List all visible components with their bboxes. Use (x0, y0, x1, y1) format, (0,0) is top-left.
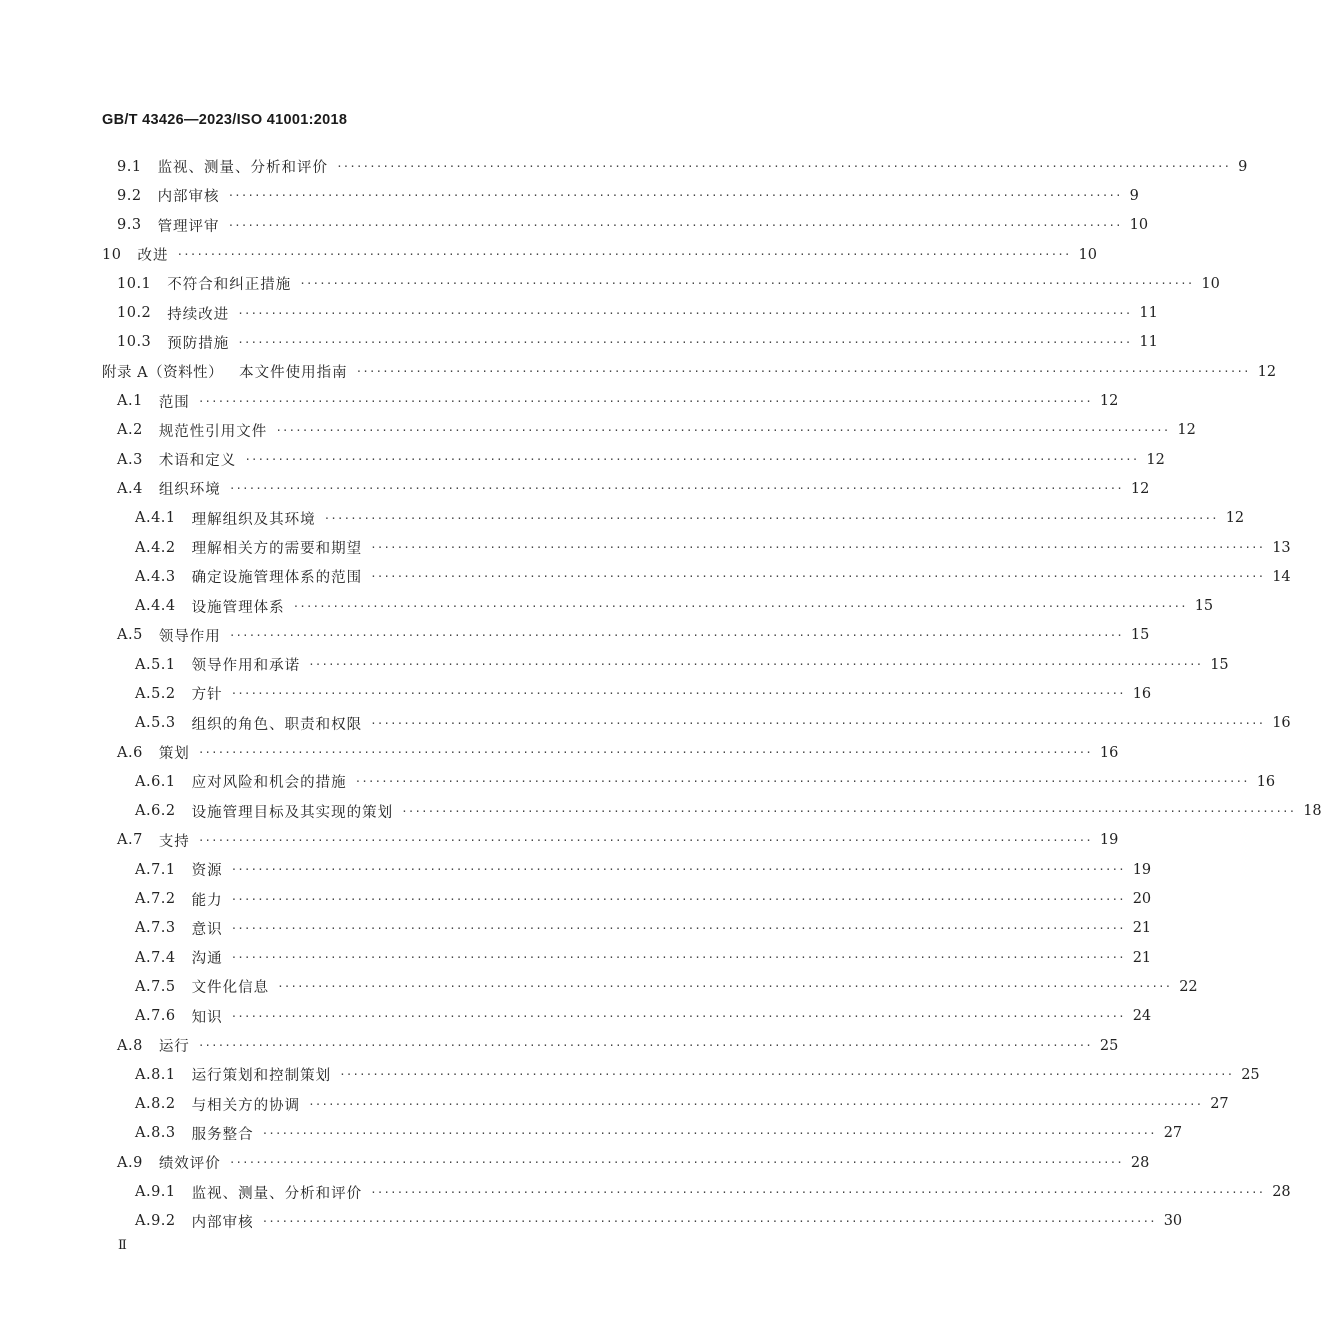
toc-entry-number: A.8 (117, 1037, 143, 1054)
toc-entry[interactable] (0, 797, 1322, 826)
dot-leader: ······································································································································· (299, 277, 1194, 291)
dot-leader: ······································································································································· (336, 160, 1231, 174)
toc-entry[interactable] (0, 1060, 1260, 1089)
toc-entry-page: 24 (1132, 1008, 1152, 1025)
toc-entry-title: 应对风险和机会的措施 (191, 775, 347, 792)
table-of-contents (0, 152, 1322, 1236)
toc-entry-title: 设施管理目标及其实现的策划 (191, 804, 394, 821)
toc-entry-number: 9.3 (117, 217, 142, 234)
dot-leader: ······································································································································· (401, 804, 1296, 818)
page-number: Ⅱ (118, 1238, 127, 1253)
toc-entry[interactable] (0, 826, 1119, 855)
toc-entry-number: 10 (102, 246, 122, 263)
toc-entry-page: 12 (1257, 363, 1277, 380)
toc-entry-title: 领导作用和承诺 (191, 658, 301, 675)
toc-entry-title: 领导作用 (158, 628, 221, 645)
toc-entry-page: 25 (1241, 1066, 1260, 1083)
dot-leader: ······································································································································· (261, 1126, 1156, 1140)
toc-entry-title: 管理评审 (157, 218, 220, 235)
dot-leader: ······································································································································· (176, 248, 1071, 262)
toc-entry-title: 支持 (158, 833, 190, 850)
dot-leader: ······································································································································· (228, 628, 1123, 642)
toc-entry-page: 12 (1146, 451, 1165, 468)
toc-entry-page: 21 (1132, 949, 1152, 966)
toc-entry-title: 方针 (191, 687, 223, 704)
dot-leader: ······································································································································· (370, 1185, 1265, 1199)
toc-entry[interactable] (0, 650, 1229, 679)
toc-entry-page: 9 (1238, 158, 1248, 175)
toc-entry-page: 15 (1130, 627, 1150, 644)
dot-leader: ······································································································································· (227, 218, 1122, 232)
toc-entry-page: 12 (1177, 422, 1196, 439)
toc-entry-page: 16 (1099, 744, 1119, 761)
toc-entry-number: A.6.2 (135, 803, 176, 820)
dot-leader: ······································································································································· (197, 394, 1092, 408)
toc-entry[interactable] (0, 474, 1150, 503)
toc-entry-number: A.8.3 (135, 1125, 176, 1142)
toc-entry-number: A.3 (117, 451, 143, 468)
toc-entry-page: 27 (1163, 1125, 1183, 1142)
toc-entry[interactable] (0, 328, 1158, 357)
toc-entry[interactable] (0, 943, 1152, 972)
dot-leader: ······································································································································· (230, 921, 1125, 935)
toc-entry[interactable] (0, 357, 1277, 386)
toc-entry-title: 知识 (191, 1009, 223, 1026)
toc-entry[interactable] (0, 591, 1214, 620)
toc-entry[interactable] (0, 386, 1119, 415)
toc-entry-number: A.5.2 (135, 685, 176, 702)
dot-leader: ······································································································································· (370, 570, 1265, 584)
toc-entry-page: 12 (1130, 480, 1150, 497)
dot-leader: ······································································································································· (230, 863, 1125, 877)
toc-entry-number: A.4 (117, 480, 143, 497)
toc-entry-title: 策划 (158, 746, 190, 763)
dot-leader: ······································································································································· (197, 833, 1092, 847)
toc-entry-number: A.7.5 (135, 978, 176, 995)
toc-entry[interactable] (0, 1119, 1183, 1148)
toc-entry[interactable] (0, 1090, 1229, 1119)
dot-leader: ······································································································································· (354, 775, 1249, 789)
toc-entry[interactable] (0, 1031, 1119, 1060)
toc-entry-number: A.2 (117, 422, 143, 439)
toc-entry-page: 28 (1272, 1184, 1291, 1201)
toc-entry[interactable] (0, 1207, 1183, 1236)
toc-entry-number: A.7.6 (135, 1008, 176, 1025)
toc-entry-number: A.6.1 (135, 773, 176, 790)
toc-entry-title: 意识 (191, 921, 223, 938)
toc-entry-number: A.5.3 (135, 715, 176, 732)
dot-leader: ······································································································································· (292, 599, 1187, 613)
toc-entry-number: 附录 A（资料性） (102, 365, 224, 382)
toc-entry-title: 组织的角色、职责和权限 (191, 716, 363, 733)
dot-leader: ······································································································································· (237, 335, 1132, 349)
toc-entry[interactable] (0, 972, 1198, 1001)
toc-entry[interactable] (0, 738, 1119, 767)
toc-entry[interactable] (0, 679, 1152, 708)
toc-entry-title: 理解组织及其环境 (191, 511, 316, 528)
toc-entry-page: 18 (1303, 803, 1322, 820)
toc-entry-number: A.7.2 (135, 891, 176, 908)
toc-entry-page: 16 (1272, 715, 1291, 732)
toc-entry-page: 12 (1225, 510, 1245, 527)
toc-entry-title: 资源 (191, 863, 223, 880)
toc-entry-number: 9.2 (117, 187, 142, 204)
dot-leader: ······································································································································· (228, 1156, 1123, 1170)
dot-leader: ······································································································································· (227, 189, 1122, 203)
toc-entry-number: A.8.1 (135, 1066, 176, 1083)
toc-entry-page: 10 (1129, 217, 1149, 234)
toc-entry[interactable] (0, 1177, 1291, 1206)
toc-entry[interactable] (0, 269, 1220, 298)
toc-entry[interactable] (0, 855, 1152, 884)
toc-entry-number: A.4.4 (135, 598, 176, 615)
toc-entry-page: 28 (1130, 1154, 1150, 1171)
toc-entry[interactable] (0, 445, 1165, 474)
toc-entry-title: 内部审核 (191, 1214, 254, 1231)
toc-entry-title: 组织环境 (158, 482, 221, 499)
dot-leader: ······································································································································· (230, 687, 1125, 701)
dot-leader: ······································································································································· (197, 746, 1092, 760)
toc-entry-page: 10 (1201, 275, 1220, 292)
toc-entry-page: 27 (1210, 1096, 1229, 1113)
toc-entry[interactable] (0, 211, 1149, 240)
toc-entry-number: A.9.1 (135, 1184, 176, 1201)
toc-entry-title: 内部审核 (157, 189, 220, 206)
toc-entry-number: 10.1 (117, 275, 152, 292)
toc-entry-number: A.7 (117, 832, 143, 849)
toc-entry-number: A.9 (117, 1154, 143, 1171)
toc-entry-title: 与相关方的协调 (191, 1097, 301, 1114)
toc-entry-page: 16 (1132, 685, 1152, 702)
toc-entry-number: A.4.1 (135, 510, 176, 527)
toc-entry-title: 服务整合 (191, 1126, 254, 1143)
toc-entry-page: 11 (1139, 305, 1158, 322)
toc-entry-title: 沟通 (191, 951, 223, 968)
toc-entry-page: 15 (1210, 656, 1229, 673)
dot-leader: ······································································································································· (323, 511, 1218, 525)
toc-entry[interactable] (0, 914, 1152, 943)
toc-entry-page: 30 (1163, 1213, 1183, 1230)
toc-entry-page: 15 (1194, 598, 1214, 615)
toc-entry[interactable] (0, 1002, 1152, 1031)
toc-entry[interactable] (0, 562, 1291, 591)
toc-entry-title: 监视、测量、分析和评价 (157, 160, 329, 177)
toc-entry-number: 10.3 (117, 334, 152, 351)
dot-leader: ······································································································································· (261, 1214, 1156, 1228)
toc-entry-title: 绩效评价 (158, 1156, 221, 1173)
toc-entry[interactable] (0, 767, 1276, 796)
dot-leader: ······································································································································· (370, 541, 1265, 554)
toc-entry-title: 运行 (158, 1039, 190, 1056)
toc-entry[interactable] (0, 884, 1152, 913)
toc-entry-page: 22 (1179, 978, 1198, 995)
dot-leader: ······································································································································· (277, 980, 1172, 994)
toc-entry-page: 13 (1272, 539, 1291, 556)
toc-entry-title: 改进 (137, 248, 169, 265)
dot-leader: ······································································································································· (355, 365, 1250, 379)
toc-entry-title: 预防措施 (167, 335, 230, 352)
dot-leader: ······································································································································· (197, 1039, 1092, 1053)
toc-entry-page: 16 (1256, 773, 1276, 790)
toc-entry-title: 术语和定义 (158, 453, 237, 470)
dot-leader: ······································································································································· (230, 1009, 1125, 1023)
toc-entry-page: 19 (1132, 861, 1152, 878)
toc-entry-number: A.4.2 (135, 539, 176, 556)
toc-entry[interactable] (0, 1148, 1150, 1177)
toc-entry-title: 运行策划和控制策划 (191, 1068, 332, 1085)
toc-entry-number: A.7.1 (135, 861, 176, 878)
toc-entry-number: A.1 (117, 393, 143, 410)
toc-entry-title: 确定设施管理体系的范围 (191, 570, 363, 587)
toc-entry-page: 19 (1099, 832, 1119, 849)
toc-entry-page: 20 (1132, 891, 1152, 908)
toc-entry-number: A.4.3 (135, 568, 176, 585)
dot-leader: ······································································································································· (244, 453, 1139, 467)
toc-entry-page: 11 (1139, 334, 1158, 351)
toc-entry[interactable] (0, 709, 1291, 738)
toc-entry-title: 持续改进 (167, 306, 230, 323)
toc-entry-title: 能力 (191, 892, 223, 909)
toc-entry[interactable] (0, 533, 1291, 562)
dot-leader: ······································································································································· (230, 892, 1125, 906)
toc-entry-number: A.8.2 (135, 1096, 176, 1113)
toc-entry[interactable] (0, 416, 1196, 445)
dot-leader: ······································································································································· (228, 482, 1123, 496)
toc-entry-title: 规范性引用文件 (158, 423, 268, 440)
toc-entry-title: 不符合和纠正措施 (167, 277, 292, 294)
toc-entry-title: 监视、测量、分析和评价 (191, 1185, 363, 1202)
toc-entry-page: 14 (1272, 568, 1291, 585)
toc-entry[interactable] (0, 621, 1150, 650)
dot-leader: ······································································································································· (339, 1068, 1234, 1082)
dot-leader: ······································································································································· (237, 306, 1132, 320)
toc-entry-number: 9.1 (117, 158, 142, 175)
toc-entry[interactable] (0, 504, 1245, 533)
dot-leader: ······································································································································· (308, 658, 1203, 672)
toc-entry-title: 范围 (158, 394, 190, 411)
dot-leader: ······································································································································· (275, 423, 1170, 437)
toc-entry-number: A.6 (117, 744, 143, 761)
toc-entry[interactable] (0, 152, 1248, 181)
dot-leader: ······································································································································· (370, 716, 1265, 730)
toc-entry-title: 设施管理体系 (191, 599, 285, 616)
toc-entry-page: 10 (1078, 246, 1097, 263)
toc-entry-page: 21 (1132, 920, 1152, 937)
toc-entry-title: 理解相关方的需要和期望 (191, 541, 363, 557)
toc-entry[interactable] (0, 298, 1158, 327)
toc-entry-number: A.7.4 (135, 949, 176, 966)
toc-entry-number: A.5.1 (135, 656, 176, 673)
toc-entry-title: 本文件使用指南 (239, 365, 348, 382)
dot-leader: ······································································································································· (230, 951, 1125, 965)
toc-entry-number: 10.2 (117, 305, 152, 322)
document-header: GB/T 43426—2023/ISO 41001:2018 (102, 112, 348, 128)
toc-entry-number: A.9.2 (135, 1213, 176, 1230)
toc-entry[interactable] (0, 240, 1097, 269)
dot-leader: ······································································································································· (308, 1097, 1203, 1111)
toc-entry-number: A.7.3 (135, 920, 176, 937)
toc-entry-title: 文件化信息 (191, 980, 270, 997)
toc-entry-page: 12 (1099, 393, 1119, 410)
toc-entry-number: A.5 (117, 627, 143, 644)
toc-entry-page: 9 (1129, 187, 1139, 204)
toc-entry[interactable] (0, 181, 1139, 210)
toc-entry-page: 25 (1099, 1037, 1119, 1054)
